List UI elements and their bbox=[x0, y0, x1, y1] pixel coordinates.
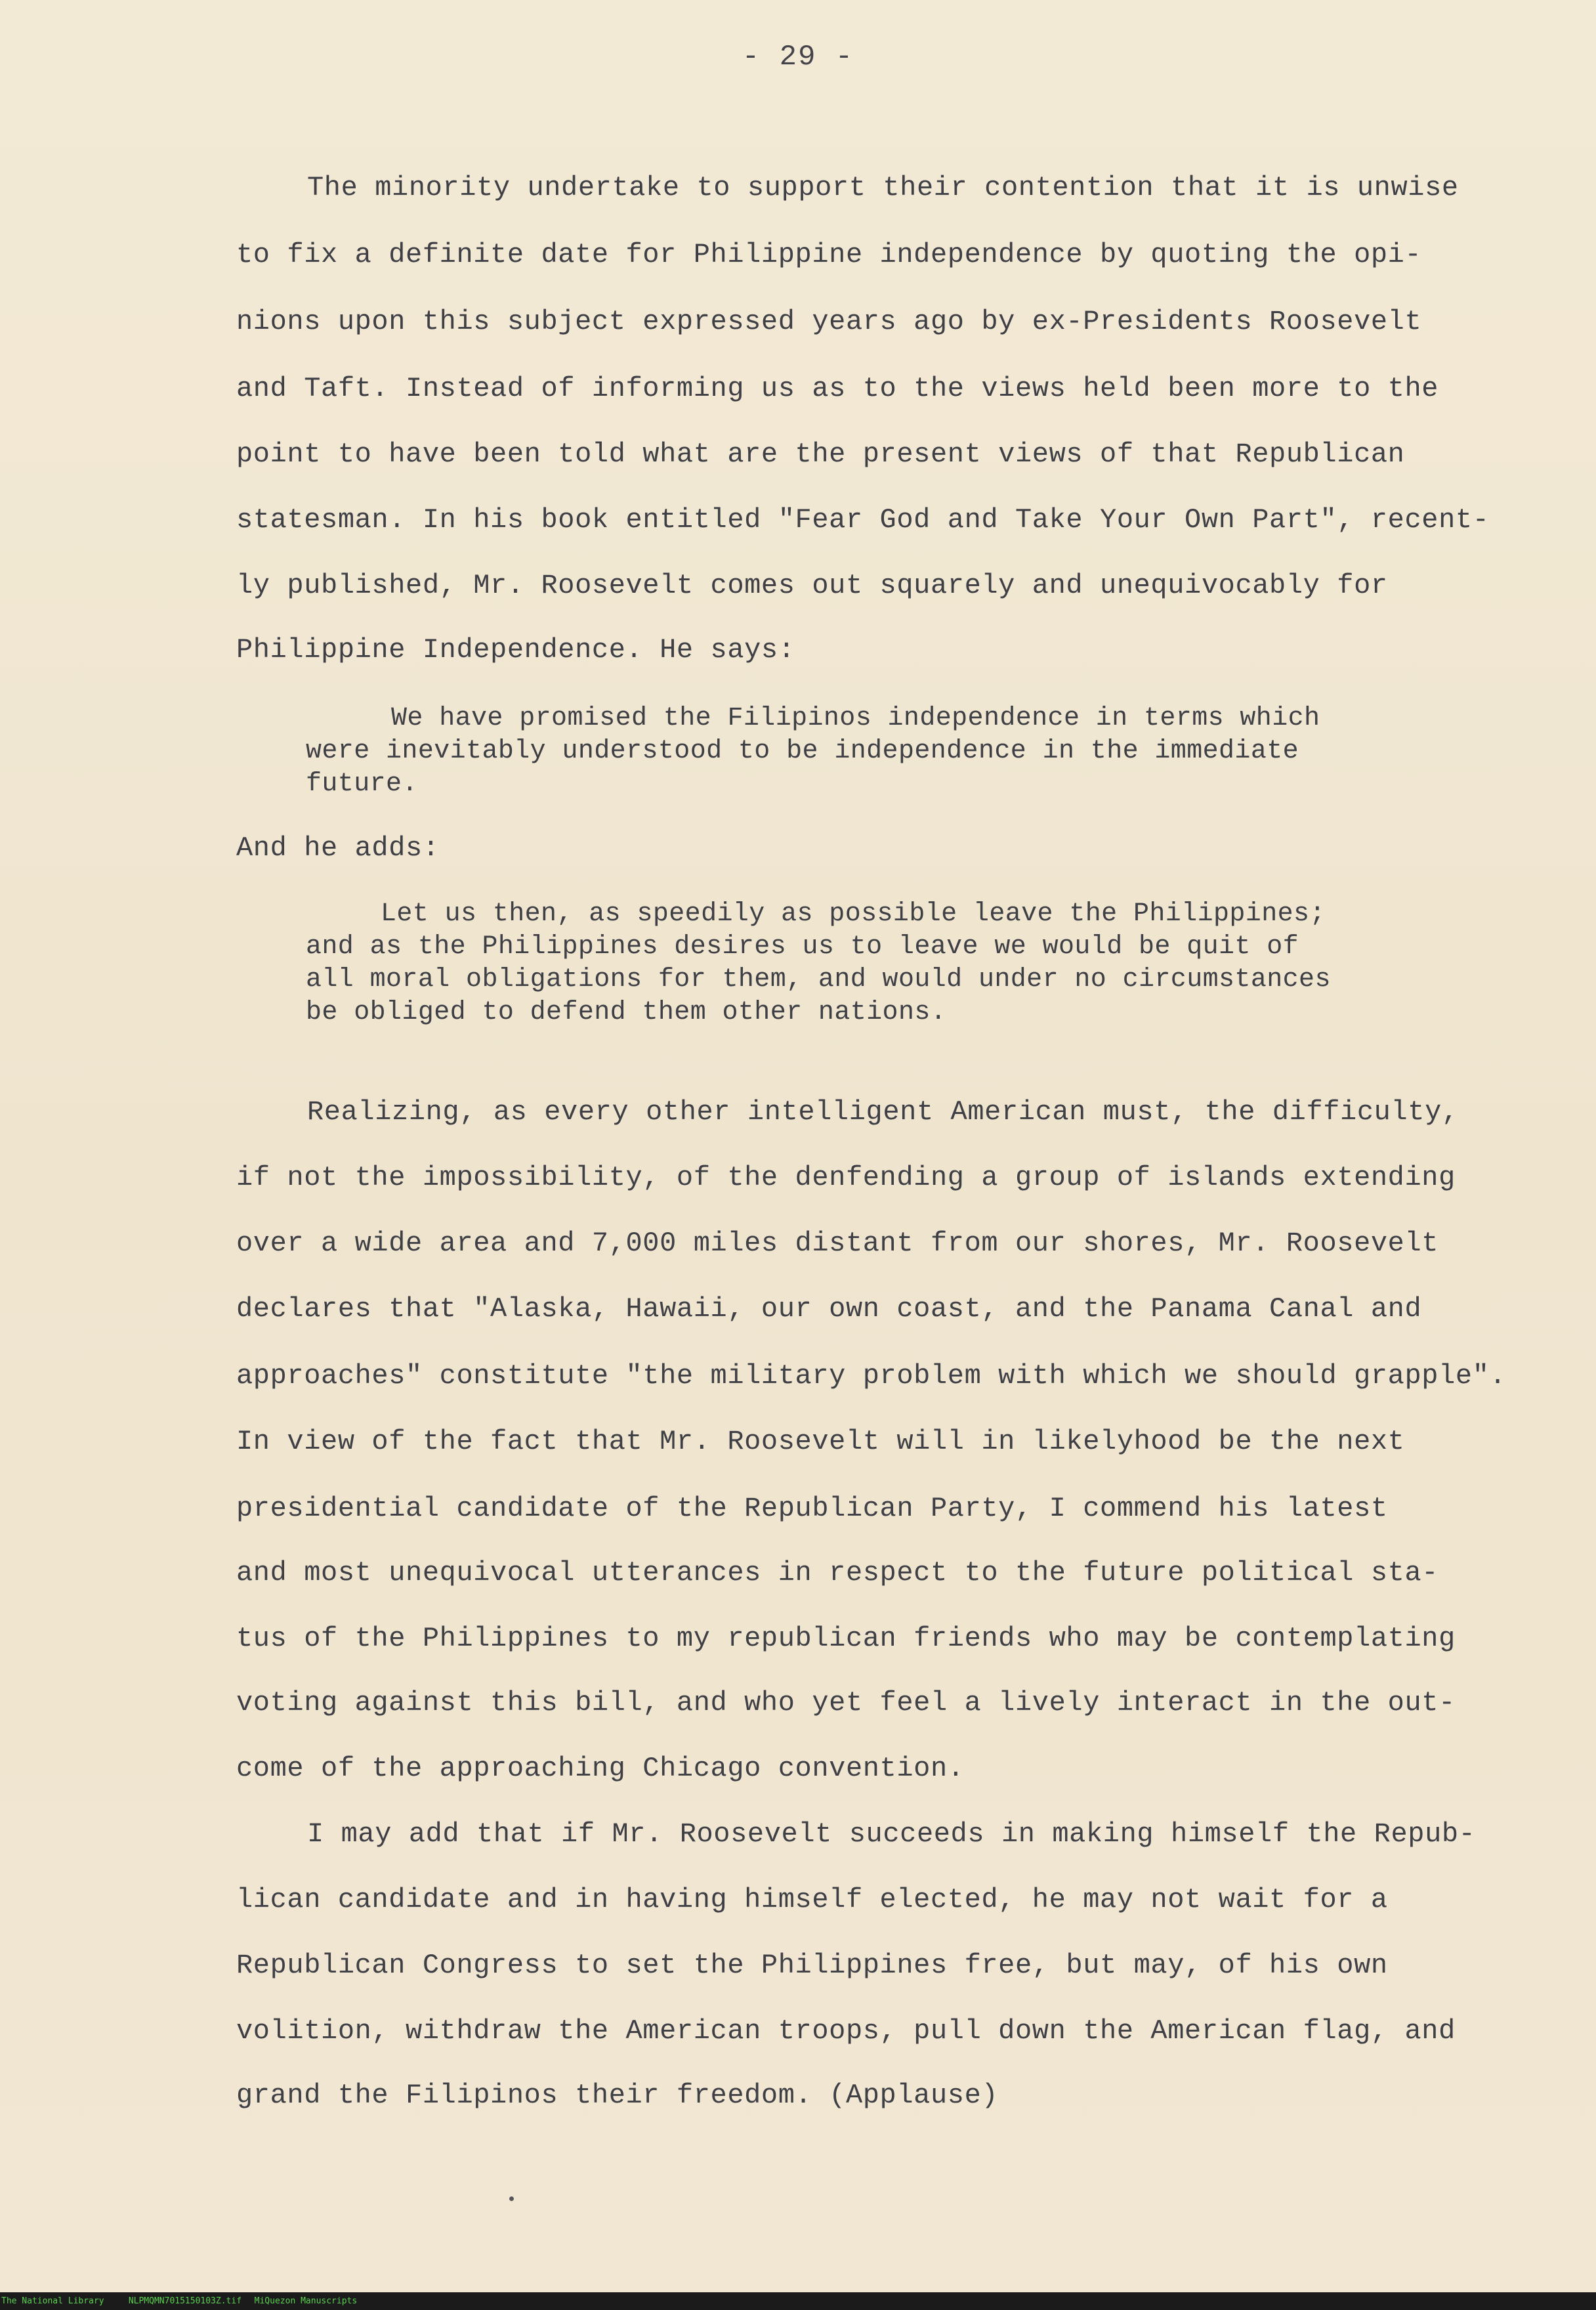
text-line: come of the approaching Chicago convention. bbox=[236, 1753, 965, 1784]
quote-line: Let us then, as speedily as possible leave the Philippines; bbox=[381, 899, 1326, 929]
text-line: lican candidate and in having himself elected, he may not wait for a bbox=[236, 1884, 1388, 1915]
text-line: ly published, Mr. Roosevelt comes out squarely and unequivocably for bbox=[236, 570, 1388, 601]
text-line: declares that "Alaska, Hawaii, our own coast, and the Panama Canal and bbox=[236, 1293, 1422, 1325]
footer-collection: MiQuezon Manuscripts bbox=[254, 2296, 358, 2306]
text-line: volition, withdraw the American troops, pull down the American flag, and bbox=[236, 2015, 1456, 2047]
text-line: to fix a definite date for Philippine independence by quoting the opi- bbox=[236, 239, 1422, 270]
text-line: approaches" constitute "the military problem with which we should grapple". bbox=[236, 1360, 1507, 1392]
page-number: - 29 - bbox=[742, 41, 854, 74]
archive-footer-bar bbox=[0, 2292, 1596, 2310]
text-line: and Taft. Instead of informing us as to the views held been more to the bbox=[236, 373, 1439, 404]
quote-line: and as the Philippines desires us to leave we would be quit of bbox=[306, 932, 1299, 962]
text-line: The minority undertake to support their contention that it is unwise bbox=[307, 172, 1459, 203]
text-line: I may add that if Mr. Roosevelt succeeds in making himself the Repub- bbox=[307, 1818, 1476, 1850]
footer-library: The National Library bbox=[1, 2296, 104, 2306]
text-line: grand the Filipinos their freedom. (Applause) bbox=[236, 2080, 999, 2111]
text-line: Republican Congress to set the Philippines free, but may, of his own bbox=[236, 1950, 1388, 1981]
text-line: nions upon this subject expressed years ago by ex-Presidents Roosevelt bbox=[236, 306, 1422, 337]
footer-filename: NLPMQMN7015150103Z.tif bbox=[128, 2296, 242, 2306]
and-he-adds: And he adds: bbox=[236, 832, 440, 864]
text-line: point to have been told what are the present views of that Republican bbox=[236, 438, 1405, 470]
quote-line: were inevitably understood to be independence in the immediate bbox=[306, 737, 1299, 766]
text-line: Realizing, as every other intelligent American must, the difficulty, bbox=[307, 1096, 1459, 1128]
text-line: tus of the Philippines to my republican friends who may be contemplating bbox=[236, 1623, 1456, 1654]
text-line: over a wide area and 7,000 miles distant from our shores, Mr. Roosevelt bbox=[236, 1228, 1439, 1259]
text-line: and most unequivocal utterances in respect to the future political sta- bbox=[236, 1557, 1439, 1589]
quote-line: future. bbox=[306, 769, 418, 799]
ink-speck bbox=[509, 2196, 514, 2201]
text-line: if not the impossibility, of the denfending a group of islands extending bbox=[236, 1162, 1456, 1193]
text-line: Philippine Independence. He says: bbox=[236, 634, 795, 666]
text-line: presidential candidate of the Republican Party, I commend his latest bbox=[236, 1493, 1388, 1524]
quote-line: We have promised the Filipinos independence in terms which bbox=[391, 704, 1320, 733]
text-line: voting against this bill, and who yet feel a lively interact in the out- bbox=[236, 1687, 1456, 1719]
quote-line: all moral obligations for them, and would under no circumstances bbox=[306, 965, 1331, 995]
quote-line: be obliged to defend them other nations. bbox=[306, 998, 947, 1027]
text-line: In view of the fact that Mr. Roosevelt will in likelyhood be the next bbox=[236, 1426, 1405, 1457]
text-line: statesman. In his book entitled "Fear God and Take Your Own Part", recent- bbox=[236, 504, 1490, 536]
